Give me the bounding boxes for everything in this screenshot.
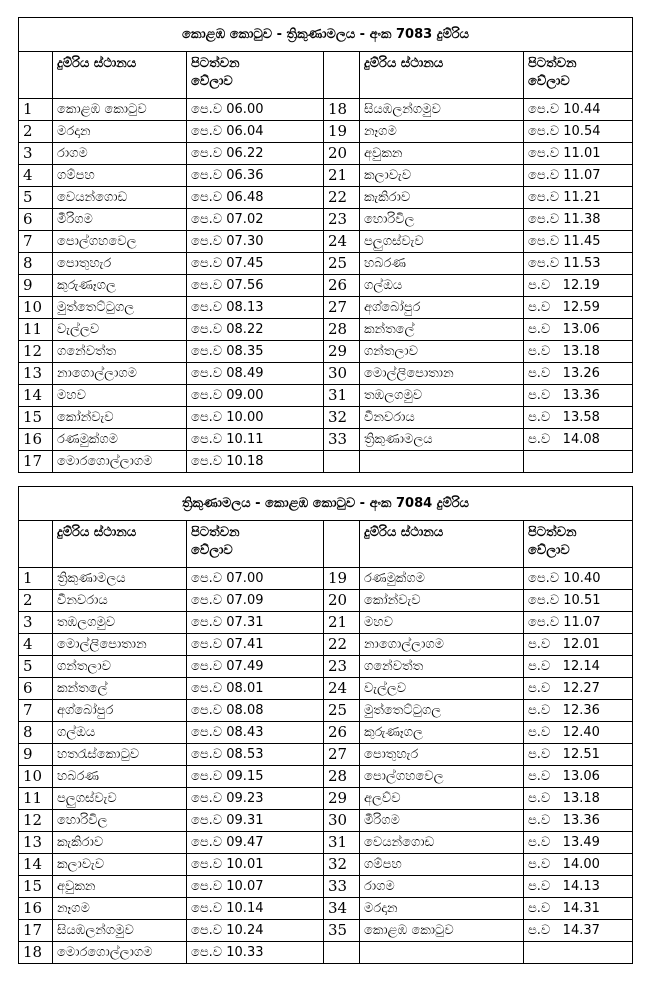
departure-time: පෙ.ව 09.00	[187, 385, 324, 407]
station-name: රණමුක්ගම	[53, 429, 187, 451]
station-name: වීනවරාය	[53, 590, 187, 612]
stop-number: 17	[19, 451, 53, 473]
table-row	[19, 121, 633, 143]
stop-number: 16	[19, 429, 53, 451]
stop-number	[324, 942, 360, 964]
stop-number: 16	[19, 898, 53, 920]
header-station: දුම්රිය ස්ථානය	[360, 521, 524, 568]
departure-time: ප.ව 13.36	[524, 385, 633, 407]
header-time: පිටත්වන වේලාව	[524, 52, 633, 99]
stop-number: 15	[19, 407, 53, 429]
stop-number: 22	[324, 634, 360, 656]
stop-number: 21	[324, 612, 360, 634]
stop-number: 29	[324, 788, 360, 810]
stop-number: 8	[19, 722, 53, 744]
table-row	[19, 612, 633, 634]
station-name: මුත්තෙට්ටුගල	[53, 297, 187, 319]
table-row	[19, 832, 633, 854]
departure-time: පෙ.ව 07.31	[187, 612, 324, 634]
station-name: ගල්ඔය	[53, 722, 187, 744]
station-name: නෑගම	[53, 898, 187, 920]
station-name: මරදාන	[360, 898, 524, 920]
departure-time: පෙ.ව 11.38	[524, 209, 633, 231]
station-name: කුරුණෑගල	[360, 722, 524, 744]
station-name: කුරුණෑගල	[53, 275, 187, 297]
station-name: කොළඹ කොටුව	[53, 99, 187, 121]
station-name: තඹලගමුව	[53, 612, 187, 634]
departure-time: පෙ.ව 10.44	[524, 99, 633, 121]
station-name: තඹලගමුව	[360, 385, 524, 407]
station-name: කොළඹ කොටුව	[360, 920, 524, 942]
timetable-7083	[18, 17, 633, 473]
stop-number: 32	[324, 407, 360, 429]
table-row	[19, 568, 633, 590]
timetable-title: ත්‍රිකුණාමලය - කොළඹ කොටුව - අංක 7084 දුම්රිය	[19, 487, 633, 521]
stop-number: 13	[19, 363, 53, 385]
departure-time: ප.ව 14.31	[524, 898, 633, 920]
departure-time: පෙ.ව 07.00	[187, 568, 324, 590]
station-name: ත්‍රිකුණාමලය	[53, 568, 187, 590]
station-name: සියඹලන්ගමුව	[53, 920, 187, 942]
departure-time: ප.ව 12.01	[524, 634, 633, 656]
station-name: කන්තලේ	[53, 678, 187, 700]
departure-time: පෙ.ව 11.21	[524, 187, 633, 209]
table-row	[19, 407, 633, 429]
header-station: දුම්රිය ස්ථානය	[53, 52, 187, 99]
departure-time: පෙ.ව 11.45	[524, 231, 633, 253]
departure-time: ප.ව 14.37	[524, 920, 633, 942]
station-name: හබරණ	[360, 253, 524, 275]
departure-time: පෙ.ව 07.49	[187, 656, 324, 678]
departure-time: පෙ.ව 09.15	[187, 766, 324, 788]
stop-number: 9	[19, 744, 53, 766]
departure-time: පෙ.ව 08.43	[187, 722, 324, 744]
departure-time: පෙ.ව 06.04	[187, 121, 324, 143]
table-row	[19, 253, 633, 275]
station-name: මහව	[53, 385, 187, 407]
station-name: ගන්තලාව	[53, 656, 187, 678]
stop-number: 3	[19, 143, 53, 165]
station-name: වෙයන්ගොඩ	[53, 187, 187, 209]
stop-number: 27	[324, 297, 360, 319]
station-name: පලුගස්වැව	[53, 788, 187, 810]
table-row	[19, 143, 633, 165]
departure-time: ප.ව 13.18	[524, 341, 633, 363]
station-name: මරදාන	[53, 121, 187, 143]
station-name: කලාවැව	[53, 854, 187, 876]
station-name: කැකිරාව	[53, 832, 187, 854]
table-row	[19, 319, 633, 341]
stop-number: 10	[19, 766, 53, 788]
station-name: අග්බෝපුර	[360, 297, 524, 319]
station-name: මීරිගම	[360, 810, 524, 832]
departure-time: ප.ව 13.58	[524, 407, 633, 429]
stop-number: 11	[19, 788, 53, 810]
departure-time: ප.ව 12.14	[524, 656, 633, 678]
departure-time: පෙ.ව 08.35	[187, 341, 324, 363]
departure-time: ප.ව 12.51	[524, 744, 633, 766]
stop-number: 26	[324, 275, 360, 297]
station-name: කෝන්වැව	[53, 407, 187, 429]
table-row	[19, 590, 633, 612]
departure-time: පෙ.ව 07.02	[187, 209, 324, 231]
table-row	[19, 788, 633, 810]
stop-number: 7	[19, 700, 53, 722]
station-name: හතරැස්කොටුව	[53, 744, 187, 766]
departure-time: පෙ.ව 10.01	[187, 854, 324, 876]
table-row	[19, 99, 633, 121]
table-row	[19, 187, 633, 209]
stop-number: 26	[324, 722, 360, 744]
departure-time: පෙ.ව 10.24	[187, 920, 324, 942]
station-name: මුත්තෙට්ටුගල	[360, 700, 524, 722]
stop-number: 33	[324, 429, 360, 451]
stop-number: 15	[19, 876, 53, 898]
stop-number: 24	[324, 231, 360, 253]
departure-time: ප.ව 13.26	[524, 363, 633, 385]
stop-number: 31	[324, 385, 360, 407]
header-time: පිටත්වන වේලාව	[187, 521, 324, 568]
departure-time: ප.ව 12.59	[524, 297, 633, 319]
departure-time: පෙ.ව 07.45	[187, 253, 324, 275]
stop-number: 30	[324, 810, 360, 832]
station-name: රාගම	[360, 876, 524, 898]
station-name: මොල්ලිපොතාන	[53, 634, 187, 656]
departure-time: පෙ.ව 10.11	[187, 429, 324, 451]
station-name: අග්බෝපුර	[53, 700, 187, 722]
station-name: මොරගොල්ලාගම	[53, 451, 187, 473]
station-name	[360, 451, 524, 473]
departure-time: පෙ.ව 08.49	[187, 363, 324, 385]
departure-time: ප.ව 14.08	[524, 429, 633, 451]
station-name: රණමුක්ගම	[360, 568, 524, 590]
departure-time: පෙ.ව 06.22	[187, 143, 324, 165]
station-name: කන්තලේ	[360, 319, 524, 341]
station-name: පොතුහැර	[360, 744, 524, 766]
station-name: පොතුහැර	[53, 253, 187, 275]
station-name: අවුකන	[360, 143, 524, 165]
departure-time: ප.ව 12.27	[524, 678, 633, 700]
stop-number: 18	[19, 942, 53, 964]
stop-number: 1	[19, 568, 53, 590]
table-row	[19, 297, 633, 319]
table-row	[19, 165, 633, 187]
stop-number: 11	[19, 319, 53, 341]
departure-time: පෙ.ව 08.08	[187, 700, 324, 722]
station-name: පොල්ගහවෙල	[53, 231, 187, 253]
station-name: ගන්තලාව	[360, 341, 524, 363]
table-row	[19, 920, 633, 942]
departure-time: පෙ.ව 10.07	[187, 876, 324, 898]
departure-time: පෙ.ව 09.23	[187, 788, 324, 810]
stop-number: 13	[19, 832, 53, 854]
departure-time: පෙ.ව 07.41	[187, 634, 324, 656]
station-name: ත්‍රිකුණාමලය	[360, 429, 524, 451]
stop-number: 21	[324, 165, 360, 187]
station-name: කලාවැව	[360, 165, 524, 187]
stop-number: 5	[19, 187, 53, 209]
table-row	[19, 341, 633, 363]
stop-number: 5	[19, 656, 53, 678]
header-time: පිටත්වන වේලාව	[524, 521, 633, 568]
departure-time: පෙ.ව 08.22	[187, 319, 324, 341]
table-row	[19, 656, 633, 678]
stop-number: 6	[19, 209, 53, 231]
departure-time: ප.ව 13.36	[524, 810, 633, 832]
stop-number: 32	[324, 854, 360, 876]
header-number	[324, 52, 360, 99]
station-name: කැකිරාව	[360, 187, 524, 209]
departure-time: පෙ.ව 09.31	[187, 810, 324, 832]
departure-time: පෙ.ව 10.40	[524, 568, 633, 590]
station-name: ගල්ඔය	[360, 275, 524, 297]
station-name: වැල්ලව	[53, 319, 187, 341]
stop-number: 25	[324, 700, 360, 722]
table-row	[19, 209, 633, 231]
stop-number: 35	[324, 920, 360, 942]
station-name	[360, 942, 524, 964]
stop-number: 7	[19, 231, 53, 253]
timetable-7084	[18, 486, 633, 964]
station-name: පොල්ගහවෙල	[360, 766, 524, 788]
departure-time	[524, 451, 633, 473]
stop-number: 3	[19, 612, 53, 634]
departure-time: ප.ව 13.06	[524, 766, 633, 788]
stop-number: 34	[324, 898, 360, 920]
header-number	[19, 521, 53, 568]
departure-time: ප.ව 13.06	[524, 319, 633, 341]
table-row	[19, 744, 633, 766]
departure-time: පෙ.ව 10.00	[187, 407, 324, 429]
stop-number: 30	[324, 363, 360, 385]
table-row	[19, 231, 633, 253]
station-name: ගනේවත්ත	[53, 341, 187, 363]
station-name: අලව්ව	[360, 788, 524, 810]
table-row	[19, 634, 633, 656]
departure-time: පෙ.ව 06.00	[187, 99, 324, 121]
table-row	[19, 876, 633, 898]
station-name: නාගොල්ලාගම	[53, 363, 187, 385]
table-row	[19, 898, 633, 920]
station-name: පලුගස්වැව	[360, 231, 524, 253]
departure-time: ප.ව 12.40	[524, 722, 633, 744]
station-name: හබරණ	[53, 766, 187, 788]
departure-time: පෙ.ව 08.53	[187, 744, 324, 766]
station-name: රාගම	[53, 143, 187, 165]
table-row	[19, 766, 633, 788]
station-name: ගම්පහ	[360, 854, 524, 876]
table-row	[19, 451, 633, 473]
stop-number	[324, 451, 360, 473]
stop-number: 1	[19, 99, 53, 121]
stop-number: 31	[324, 832, 360, 854]
station-name: සියඹලන්ගමුව	[360, 99, 524, 121]
station-name: කෝන්වැව	[360, 590, 524, 612]
departure-time: පෙ.ව 10.54	[524, 121, 633, 143]
stop-number: 28	[324, 319, 360, 341]
stop-number: 27	[324, 744, 360, 766]
table-row	[19, 385, 633, 407]
stop-number: 22	[324, 187, 360, 209]
departure-time: ප.ව 14.13	[524, 876, 633, 898]
stop-number: 20	[324, 143, 360, 165]
stop-number: 14	[19, 385, 53, 407]
stop-number: 2	[19, 590, 53, 612]
stop-number: 17	[19, 920, 53, 942]
stop-number: 9	[19, 275, 53, 297]
station-name: වැල්ලව	[360, 678, 524, 700]
departure-time: පෙ.ව 11.07	[524, 612, 633, 634]
stop-number: 33	[324, 876, 360, 898]
departure-time: ප.ව 13.49	[524, 832, 633, 854]
stop-number: 25	[324, 253, 360, 275]
stop-number: 19	[324, 568, 360, 590]
station-name: ගනේවත්ත	[360, 656, 524, 678]
departure-time: ප.ව 14.00	[524, 854, 633, 876]
stop-number: 28	[324, 766, 360, 788]
station-name: මොරගොල්ලාගම	[53, 942, 187, 964]
departure-time: පෙ.ව 06.48	[187, 187, 324, 209]
stop-number: 20	[324, 590, 360, 612]
station-name: මොල්ලිපොතාන	[360, 363, 524, 385]
stop-number: 6	[19, 678, 53, 700]
timetable-title: කොළඹ කොටුව - ත්‍රිකුණාමලය - අංක 7083 දුම්රිය	[19, 18, 633, 52]
departure-time	[524, 942, 633, 964]
station-name: හොරිවිල	[53, 810, 187, 832]
departure-time: ප.ව 12.19	[524, 275, 633, 297]
table-row	[19, 363, 633, 385]
table-row	[19, 429, 633, 451]
departure-time: පෙ.ව 08.13	[187, 297, 324, 319]
header-time: පිටත්වන වේලාව	[187, 52, 324, 99]
stop-number: 23	[324, 656, 360, 678]
header-number	[19, 52, 53, 99]
departure-time: ප.ව 12.36	[524, 700, 633, 722]
stop-number: 12	[19, 810, 53, 832]
station-name: වෙයන්ගොඩ	[360, 832, 524, 854]
station-name: වීනවරාය	[360, 407, 524, 429]
stop-number: 24	[324, 678, 360, 700]
station-name: මීරිගම	[53, 209, 187, 231]
departure-time: පෙ.ව 10.33	[187, 942, 324, 964]
station-name: නාගොල්ලාගම	[360, 634, 524, 656]
departure-time: පෙ.ව 10.51	[524, 590, 633, 612]
stop-number: 12	[19, 341, 53, 363]
departure-time: පෙ.ව 11.01	[524, 143, 633, 165]
departure-time: පෙ.ව 10.14	[187, 898, 324, 920]
station-name: නෑගම	[360, 121, 524, 143]
departure-time: පෙ.ව 11.07	[524, 165, 633, 187]
stop-number: 14	[19, 854, 53, 876]
departure-time: පෙ.ව 11.53	[524, 253, 633, 275]
station-name: ගම්පහ	[53, 165, 187, 187]
header-number	[324, 521, 360, 568]
table-row	[19, 810, 633, 832]
table-row	[19, 942, 633, 964]
departure-time: ප.ව 13.18	[524, 788, 633, 810]
stop-number: 10	[19, 297, 53, 319]
table-row	[19, 700, 633, 722]
stop-number: 19	[324, 121, 360, 143]
departure-time: පෙ.ව 07.09	[187, 590, 324, 612]
stop-number: 8	[19, 253, 53, 275]
station-name: හොරිවිල	[360, 209, 524, 231]
table-row	[19, 854, 633, 876]
station-name: අවුකන	[53, 876, 187, 898]
stop-number: 4	[19, 165, 53, 187]
departure-time: පෙ.ව 10.18	[187, 451, 324, 473]
header-station: දුම්රිය ස්ථානය	[360, 52, 524, 99]
stop-number: 2	[19, 121, 53, 143]
departure-time: පෙ.ව 07.56	[187, 275, 324, 297]
table-row	[19, 722, 633, 744]
table-row	[19, 275, 633, 297]
stop-number: 29	[324, 341, 360, 363]
header-station: දුම්රිය ස්ථානය	[53, 521, 187, 568]
stop-number: 18	[324, 99, 360, 121]
stop-number: 4	[19, 634, 53, 656]
departure-time: පෙ.ව 08.01	[187, 678, 324, 700]
departure-time: පෙ.ව 09.47	[187, 832, 324, 854]
departure-time: පෙ.ව 07.30	[187, 231, 324, 253]
table-row	[19, 678, 633, 700]
stop-number: 23	[324, 209, 360, 231]
departure-time: පෙ.ව 06.36	[187, 165, 324, 187]
station-name: මහව	[360, 612, 524, 634]
